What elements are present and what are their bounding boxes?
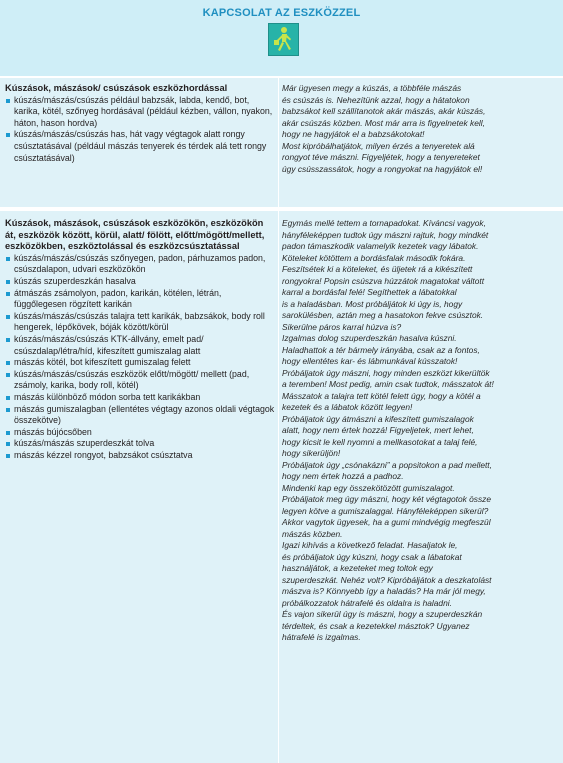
instruction-line: karral a bordásfal felé! Segíthettek a lábatokkal [282,287,457,297]
instruction-line: Próbáljatok úgy „csónakázni” a popsitokon a pad mellett, [282,459,492,470]
list-item: mászás kötél, bot kifeszített gumiszalag felett [5,357,275,369]
list-item: kúszás szuperdeszkán hasalva [5,276,275,288]
list-item: kúszás/mászás szuperdeszkát tolva [5,438,275,450]
list-item: kúszás/mászás/csúszás szőnyegen, padon, párhuzamos padon, csúszdalapon, udvari eszközökön [5,253,275,276]
instruction-line: hogy ellentétes kar- és lábmunkával kússzatok! [282,356,458,366]
section-row-equipment [0,211,563,763]
page-title: KAPCSOLAT AZ ESZKÖZZEL [202,7,361,19]
bullet-icon [6,280,10,284]
section-row-carrying [0,78,563,207]
list-item: kúszás/mászás/csúszás has, hát vagy végtagok alatt rongy csúsztatásával (például mászás tenyerek és térdek alá tett rongy csúsztatásával) [5,129,275,164]
instruction-line: hogy nem értek hozzá a padhoz. [282,471,404,481]
bullet-icon [6,431,10,435]
column-divider [278,78,279,207]
bullet-icon [6,338,10,342]
list-item: mászás bújócsőben [5,427,275,439]
instruction-line: Akkor vagytok ügyesek, ha a gumi mindvégig megfeszül [282,517,491,527]
instruction-line: sarokülésben, aztán meg a hasatokon fekve csúsztok. [282,310,484,320]
bullet-icon [6,361,10,365]
instruction-line: padon támaszkodik valamelyik kezetek vagy lábatok. [282,241,479,251]
list-item: mászás gumiszalagban (ellentétes végtagy azonos oldali végtagok összekötve) [5,404,275,427]
bullet-icon [6,292,10,296]
bullet-icon [6,99,10,103]
instruction-line: hogy sikerüljön! [282,448,341,458]
instruction-line: És vajon sikerül úgy is mászni, hogy a szuperdeszkán [282,609,483,619]
instruction-line: Mindenki kap egy összekötözött gumiszalagot. [282,482,455,493]
instruction-line: Köteleket kötöttem a bordásfalak második fokára. [282,252,466,263]
list-item: kúszás/mászás/csúszás eszközök előtt/mögött/ mellett (pad, zsámoly, karika, body roll, kötél) [5,369,275,392]
instruction-line: Feszítsétek ki a köteleket, és üljetek rá a kikészített [282,264,473,274]
header-band [0,0,563,76]
instruction-line: hátrafelé is izgalmas. [282,632,361,642]
bullet-icon [6,315,10,319]
activity-column [5,218,275,461]
section-title: Kúszások, mászások/ csúszások eszközhordással [5,83,228,93]
bullet-icon [6,408,10,412]
instruction-line: Igazi kihívás a következő feladat. Hasaljatok le, [282,540,458,550]
activity-list [5,95,275,165]
bullet-icon [6,373,10,377]
section-title: Kúszások, mászások, csúszások eszközökön, eszközökön át, eszközök között, körül, alatt/ fölött, előtt/mögött/mellett, eszközökben, eszköztolással és eszközcsúsztatással [5,218,265,252]
instruction-line: Egymás mellé tettem a tornapadokat. Kíváncsi vagyok, [282,218,486,228]
instruction-line: Haladhattok a tér bármely irányába, csak az a fontos, [282,344,480,355]
list-item: átmászás zsámolyon, padon, karikán, kötélen, létrán, függőlegesen rögzített karikán [5,288,275,311]
bullet-icon [6,442,10,446]
instruction-line: Izgalmas dolog szuperdeszkán hasalva kúszni. [282,333,457,343]
instruction-line: hogy kicsit le kell nyomni a mellkasotokat a talaj felé, [282,436,478,447]
bullet-icon [6,257,10,261]
instruction-line: a teremben! Most pedig, amin csak tudtok, másszatok át! [282,379,494,389]
list-item: kúszás/mászás/csúszás KTK-állvány, emelt pad/ csúszdalap/létra/híd, kifeszített gumiszalag alatt [5,334,275,357]
instruction-line: és csúszás is. Nehezítünk azzal, hogy a hátatokon [282,94,470,105]
instruction-line: Próbáljatok úgy mászni, hogy minden eszközt kikerültök [282,367,490,378]
instruction-line: próbálkozzatok hátrafelé és oldalra is haladni. [282,597,452,608]
column-divider [278,211,279,763]
instruction-line: rongyokra! Popsin csúszva húzzátok magatokat váltott [282,275,485,286]
instruction-line: Sikerülne páros karral húzva is? [282,321,402,332]
activity-list [5,253,275,462]
list-item: kúszás/mászás/csúszás például babzsák, labda, kendő, bot, karika, kötél, szőnyeg hordásával (például kézben, vállon, nyakon, háton, hason hordva) [5,95,275,130]
instruction-line: úgy csússzassátok, hogy a rongyokat na hagyjátok el! [282,163,483,174]
instruction-line: hogy ne hagyjátok el a babzsákotokat! [282,129,425,139]
instruction-line: akár csúszás közben. Most már arra is figyelnetek kell, [282,117,485,128]
instruction-column [282,218,558,644]
instruction-line: Már ügyesen megy a kúszás, a többféle mászás [282,83,462,93]
bullet-icon [6,454,10,458]
walking-person-icon [268,23,299,56]
instruction-line: legyen kötve a gumiszalaggal. Hányféleképpen sikerül? [282,505,489,516]
instruction-line: babzsákot kell szállítanotok akár mászás, akár kúszás, [282,106,486,116]
bullet-icon [6,396,10,400]
bullet-icon [6,133,10,137]
instruction-line: rongyot téve mászni. Figyeljétek, hogy a tenyereteket [282,152,480,162]
instruction-line: térdeltek, és csak a kezetekkel másztok? Ugyanez [282,620,470,631]
list-item: mászás különböző módon sorba tett karikákban [5,392,275,404]
instruction-line: Másszatok a talajra tett kötél felett úgy, hogy a kötél a [282,390,481,401]
instruction-line: mászva is? Könnyebb így a haladás? Ha már jól megy, [282,586,486,596]
activity-column [5,83,275,164]
list-item: mászás kézzel rongyot, babzsákot csúsztatva [5,450,275,462]
instruction-line: és próbáljatok úgy kúszni, hogy csak a lábatokat [282,551,462,562]
instruction-line: szuperdeszkát. Nehéz volt? Kipróbáljátok a deszkatolást [282,574,492,585]
instruction-line: Próbáljatok meg úgy mászni, hogy két végtagotok össze [282,494,492,504]
list-item: kúszás/mászás/csúszás talajra tett karikák, babzsákok, body roll hengerek, lépőkövek, bóják között/körül [5,311,275,334]
instruction-line: kezetek és a lábatok között legyen! [282,402,413,412]
instruction-line: is a haladásban. Most próbáljátok ki úgy is, hogy [282,298,463,309]
instruction-line: hányféleképpen tudtok úgy mászni rajtuk, hogy mindkét [282,229,489,240]
instruction-line: Próbáljatok úgy átmászni a kifeszített gumiszalagok [282,413,474,424]
instruction-line: alatt, hogy nem értek hozzá! Figyeljetek, mert lehet, [282,425,474,435]
instruction-line: Most kipróbálhatjátok, milyen érzés a tenyeretek alá [282,140,475,151]
instruction-column [282,83,558,175]
instruction-line: használjátok, a kezeteket meg toltok egy [282,563,433,573]
instruction-line: mászás közben. [282,528,343,539]
